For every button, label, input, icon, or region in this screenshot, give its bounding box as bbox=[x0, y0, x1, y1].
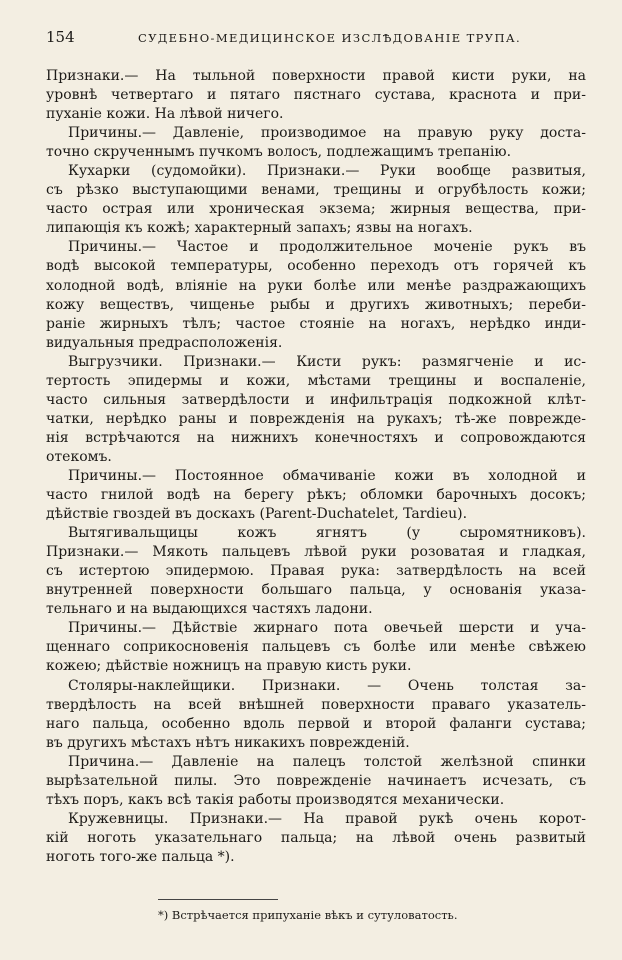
text-line: кожею; дѣйствіе ножницъ на правую кисть руки. bbox=[46, 658, 412, 675]
text-line: часто острая или хроническая экзема; жирныя вещества, при- bbox=[46, 201, 586, 218]
text-line: пуханіе кожи. На лѣвой ничего. bbox=[46, 106, 284, 123]
book-page bbox=[46, 28, 586, 922]
text-line: тельнаго и на выдающихся частяхъ ладони. bbox=[46, 601, 373, 618]
text-line: часто гнилой водѣ на берегу рѣкъ; обломки барочныхъ досокъ; bbox=[46, 487, 586, 504]
text-line: Причины.— Давленіе, производимое на правую руку доста- bbox=[68, 125, 586, 142]
text-line: нія встрѣчаются на нижнихъ конечностяхъ и сопровождаются bbox=[46, 429, 586, 446]
text-line: съ рѣзко выступающими венами, трещины и огрубѣлость кожи; bbox=[46, 182, 586, 199]
text-line: въ другихъ мѣстахъ нѣтъ никакихъ поврежденій. bbox=[46, 734, 410, 751]
text-line: тѣхъ поръ, какъ всѣ такія работы производятся механически. bbox=[46, 791, 505, 808]
paragraph bbox=[46, 677, 586, 753]
text-line: чатки, нерѣдко раны и поврежденія на рукахъ; тѣ-же поврежде- bbox=[46, 410, 586, 427]
text-line: липающія къ кожѣ; характерный запахъ; язвы на ногахъ. bbox=[46, 220, 473, 237]
text-line: видуальныя предрасположенія. bbox=[46, 334, 283, 351]
text-line: тертость эпидермы и кожи, мѣстами трещины и воспаленіе, bbox=[46, 372, 586, 389]
text-line: наго пальца, особенно вдоль первой и второй фаланги сустава; bbox=[46, 715, 586, 732]
paragraph bbox=[46, 619, 586, 676]
running-head: СУДЕБНО-МЕДИЦИНСКОЕ ИЗСЛѢДОВАНІЕ ТРУПА. bbox=[138, 31, 522, 45]
text-line: раніе жирныхъ тѣлъ; частое стояніе на ногахъ, нерѣдко инди- bbox=[46, 315, 586, 332]
text-line: Причины.— Постоянное обмачиваніе кожи въ холодной и bbox=[68, 467, 586, 484]
text-line: Вытягивальщицы кожъ ягнятъ (у сыромятниковъ). bbox=[68, 525, 586, 542]
text-line: Признаки.— На тыльной поверхности правой кисти руки, на bbox=[46, 68, 586, 84]
text-line: дѣйствіе гвоздей въ доскахъ (Parent-Duchatelet, Tardieu). bbox=[46, 506, 468, 523]
text-line: твердѣлость на всей внѣшней поверхности праваго указатель- bbox=[46, 696, 586, 713]
text-line: уровнѣ четвертаго и пятаго пястнаго сустава, краснота и при- bbox=[46, 87, 586, 104]
footnote-divider bbox=[158, 899, 278, 900]
text-line: вырѣзательной пилы. Это поврежденіе начинаетъ исчезать, съ bbox=[46, 772, 586, 789]
paragraph bbox=[46, 124, 586, 162]
text-line: часто сильныя затвердѣлости и инфильтрація подкожной клѣт- bbox=[46, 391, 586, 408]
paragraph bbox=[46, 810, 586, 867]
paragraph bbox=[46, 524, 586, 619]
text-line: внутренней поверхности большаго пальца, у основанія указа- bbox=[46, 582, 586, 599]
paragraph bbox=[46, 67, 586, 124]
text-line: отекомъ. bbox=[46, 448, 112, 465]
footnote: *) Встрѣчается припуханіе вѣкъ и сутуловатость. bbox=[158, 907, 458, 922]
paragraph bbox=[46, 467, 586, 524]
text-line: Кружевницы. Признаки.— На правой рукѣ очень корот- bbox=[68, 810, 586, 827]
text-line: Причины.— Частое и продолжительное моченіе рукъ въ bbox=[68, 239, 586, 256]
paragraph bbox=[46, 353, 586, 467]
text-line: ноготь того-же пальца *). bbox=[46, 848, 235, 865]
paragraph bbox=[46, 753, 586, 810]
page-number: 154 bbox=[46, 28, 75, 46]
text-line: Причины.— Дѣйствіе жирнаго пота овечьей шерсти и уча- bbox=[68, 620, 586, 637]
text-line: кій ноготь указательнаго пальца; на лѣвой очень развитый bbox=[46, 829, 586, 846]
text-line: Выгрузчики. Признаки.— Кисти рукъ: размягченіе и ис- bbox=[68, 353, 586, 370]
text-line: щеннаго соприкосновенія пальцевъ съ болѣе или менѣе свѣжею bbox=[46, 639, 586, 656]
text-line: водѣ высокой температуры, особенно переходъ отъ горячей къ bbox=[46, 258, 586, 275]
text-line: точно скрученнымъ пучкомъ волосъ, подлежащимъ трепанію. bbox=[46, 144, 512, 161]
text-line: съ истертою эпидермою. Правая рука: затвердѣлость на всей bbox=[46, 563, 586, 580]
text-line: Причина.— Давленіе на палецъ толстой желѣзной спинки bbox=[68, 753, 586, 770]
text-line: Столяры-наклейщики. Признаки. — Очень толстая за- bbox=[68, 677, 586, 694]
text-line: Кухарки (судомойки). Признаки.— Руки вообще развитыя, bbox=[68, 163, 586, 180]
page-header bbox=[46, 28, 586, 54]
text-line: кожу веществъ, чищенье рыбы и другихъ животныхъ; переби- bbox=[46, 296, 586, 313]
text-line: Признаки.— Мякоть пальцевъ лѣвой руки розоватая и гладкая, bbox=[46, 544, 586, 561]
paragraph bbox=[46, 238, 586, 352]
body-text bbox=[46, 67, 586, 867]
text-line: холодной водѣ, вліяніе на руки болѣе или менѣе раздражающихъ bbox=[46, 277, 586, 294]
paragraph bbox=[46, 162, 586, 238]
